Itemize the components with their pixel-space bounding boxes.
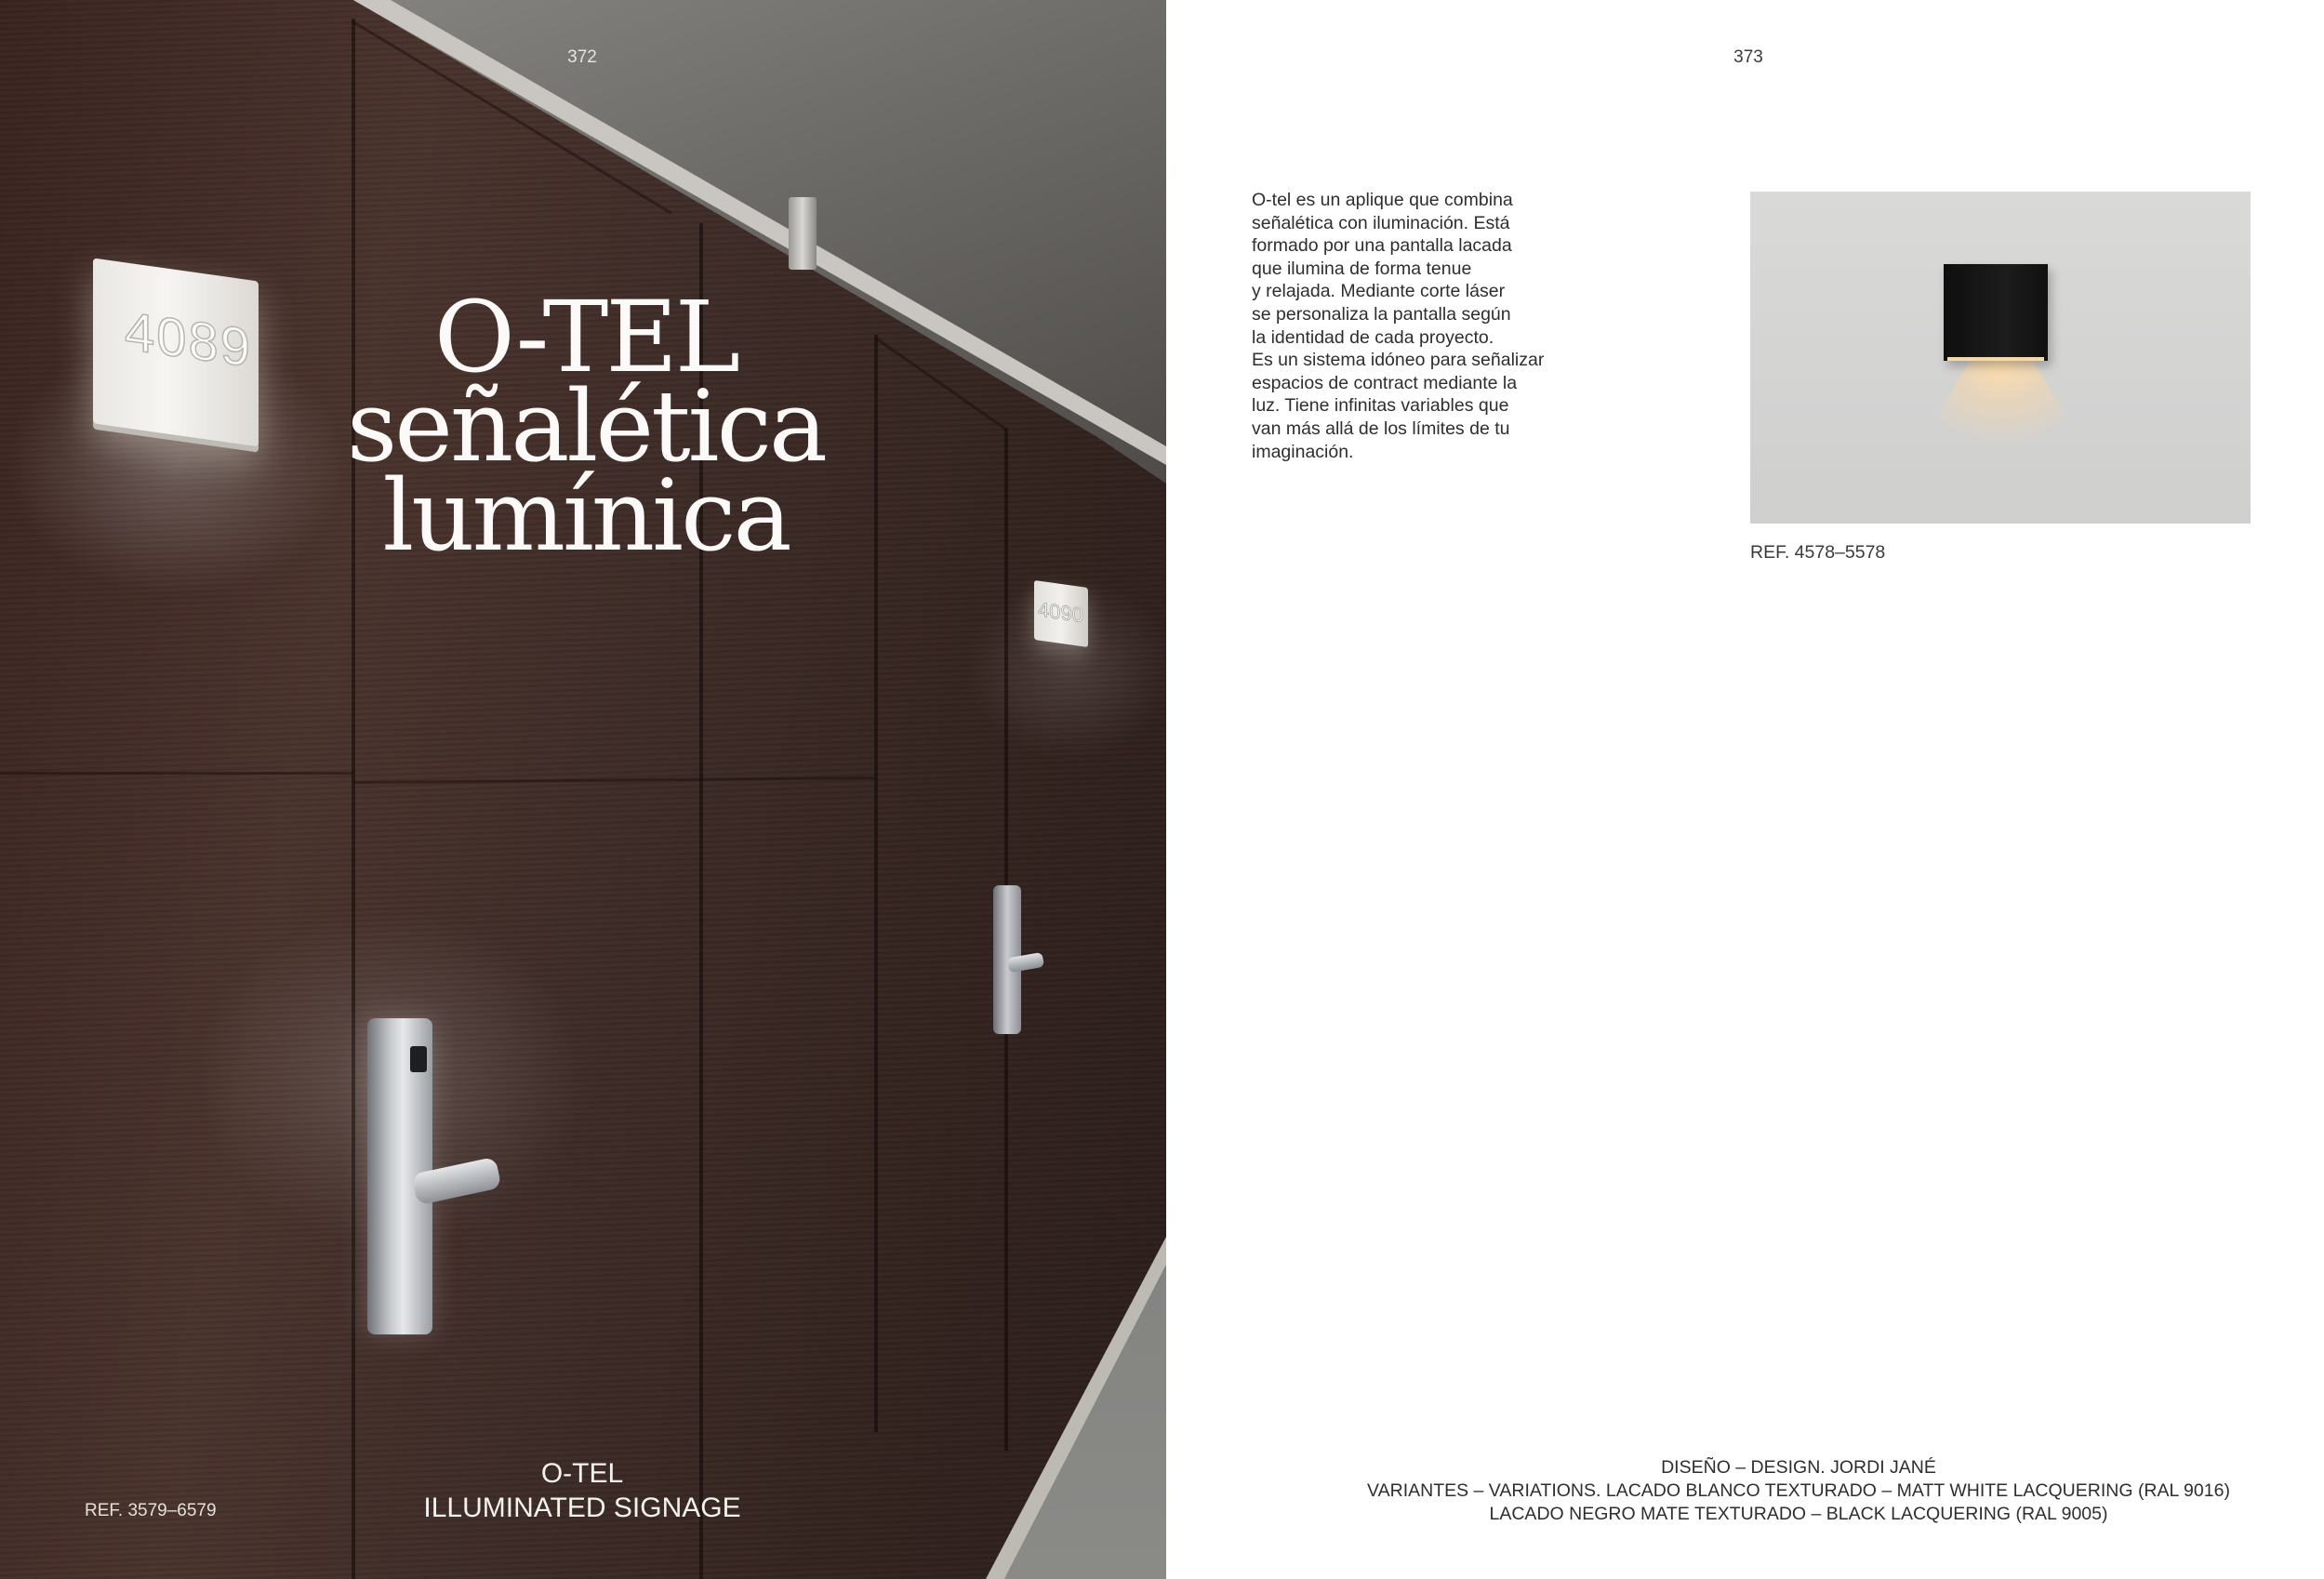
description-line: la identidad de cada proyecto. (1252, 326, 1494, 348)
headline-line: señalética (346, 369, 826, 484)
headline-line: O-TEL (433, 280, 738, 394)
door-seam (874, 335, 878, 1432)
description-line: O-tel es un aplique que combina (1252, 190, 1513, 210)
description-line: espacios de contract mediante la (1252, 372, 1518, 393)
page-number: 372 (567, 47, 597, 67)
product-title-line: O-TEL (540, 1458, 624, 1489)
credits-line: VARIANTES – VARIATIONS. LACADO BLANCO TEXTURADO – MATT WHITE LACQUERING (RAL 9016) (1367, 1480, 2230, 1501)
right-page (1166, 0, 2324, 1579)
headline-line: lumínica (382, 458, 790, 573)
description-line: y relajada. Mediante corte láser (1252, 281, 1506, 302)
product-photo (1750, 192, 2251, 524)
door-handle (367, 1018, 440, 1334)
door-seam (352, 19, 355, 1579)
door-handle-far (993, 885, 1021, 1034)
description-line: se personaliza la pantalla según (1252, 303, 1511, 325)
page-number: 373 (1733, 47, 1763, 67)
description-line: luz. Tiene infinitas variables que (1252, 395, 1509, 417)
fixture-light-edge (1947, 357, 2044, 361)
headline (307, 280, 865, 573)
motion-sensor (789, 197, 817, 270)
description-line: imaginación. (1252, 441, 1354, 462)
product-description (1252, 189, 1587, 463)
reference-code: REF. 3579–6579 (85, 1501, 217, 1520)
room-sign-number: 4089 (125, 300, 253, 379)
description-line: formado por una pantalla lacada (1252, 235, 1512, 257)
product-reference: REF. 4578–5578 (1750, 542, 1886, 563)
panel-seam (353, 776, 874, 784)
handle-lever (1007, 952, 1044, 973)
description-line: Es un sistema idóneo para señalizar (1252, 350, 1545, 371)
credits-line: DISEÑO – DESIGN. JORDI JANÉ (1661, 1457, 1936, 1478)
wall-fixture (1944, 264, 2048, 361)
description-line: que ilumina de forma tenue (1252, 258, 1472, 279)
credits-line: LACADO NEGRO MATE TEXTURADO – BLACK LACQUERING (RAL 9005) (1489, 1504, 2108, 1524)
room-sign-number: 4090 (1038, 597, 1083, 628)
description-line: señalética con iluminación. Está (1252, 212, 1510, 233)
description-line: van más allá de los límites de tu (1252, 418, 1510, 439)
credits (1306, 1456, 2291, 1526)
room-sign-4089 (93, 258, 259, 446)
room-sign-4090 (1034, 580, 1088, 647)
card-slot (410, 1046, 427, 1072)
product-title (389, 1456, 776, 1525)
light-glow (1862, 354, 2141, 524)
panel-seam (0, 772, 353, 775)
product-title-line: ILLUMINATED SIGNAGE (423, 1493, 741, 1523)
